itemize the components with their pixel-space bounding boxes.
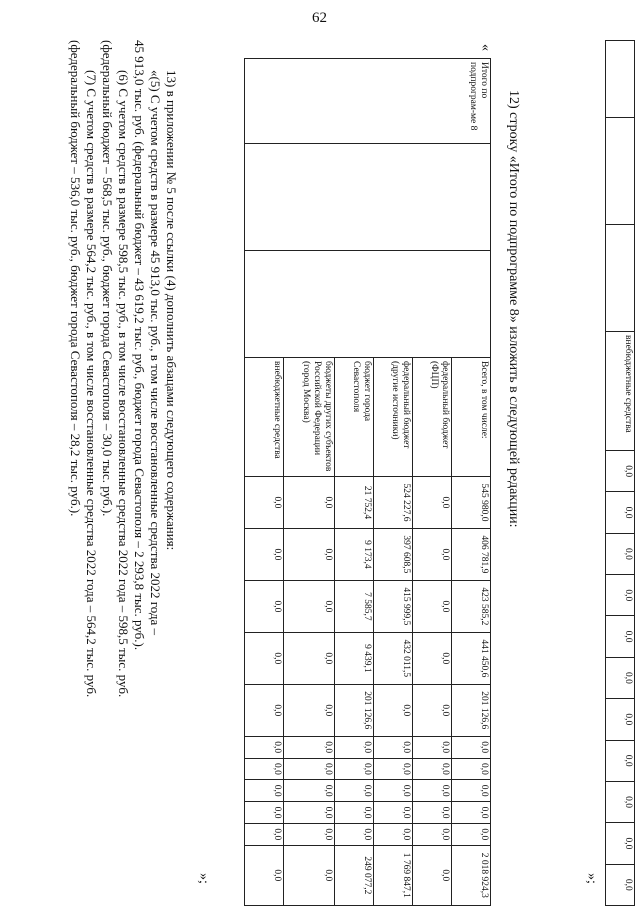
table-cell: 0,0 (284, 736, 335, 758)
table-cell: 0,0 (335, 758, 374, 780)
table-cell: 0,0 (335, 736, 374, 758)
row-label: бюджет города Севастополя (335, 358, 374, 477)
table-cell: 0,0 (284, 580, 335, 632)
paragraph: (федеральный бюджет – 568,5 тыс. руб., бюджет города Севастополя – 30,0 тыс. руб.). (100, 40, 115, 517)
table-cell: 201 126,6 (452, 684, 491, 736)
table-cell: 0,0 (245, 802, 284, 824)
table-cell: 0,0 (413, 684, 452, 736)
table-cell: 524 227,6 (374, 477, 413, 529)
table-cell: 0,0 (606, 740, 635, 781)
table-cell: 406 781,9 (452, 528, 491, 580)
table-cell: 1 769 847,1 (374, 845, 413, 905)
table-cell: 0,0 (413, 802, 452, 824)
table-cell: 0,0 (452, 823, 491, 845)
table-cell: 9 439,1 (335, 632, 374, 684)
table-cell: 0,0 (413, 528, 452, 580)
table-cell: 0,0 (374, 780, 413, 802)
row-label: бюджеты других субъектов Российской Федерации (город Москва) (284, 358, 335, 477)
table-cell: 0,0 (335, 780, 374, 802)
table-row (452, 59, 491, 906)
paragraph: «(5) С учетом средств в размере 45 913,0 тыс. руб., в том числе восстановленные средства 2022 года – (148, 70, 163, 635)
table-cell: 0,0 (413, 780, 452, 802)
table-cell: 0,0 (284, 632, 335, 684)
table-cell: 0,0 (245, 845, 284, 905)
table-cell: 441 450,6 (452, 632, 491, 684)
table-cell: 0,0 (245, 580, 284, 632)
table-cell (606, 225, 635, 332)
table-cell: 0,0 (245, 528, 284, 580)
row-label: внебюджетные средства (245, 358, 284, 477)
table-cell: 0,0 (374, 802, 413, 824)
table-cell: 0,0 (606, 823, 635, 864)
table-cell: 545 980,0 (452, 477, 491, 529)
row-label: федеральный бюджет (ФЦП) (413, 358, 452, 477)
table-cell: 0,0 (452, 758, 491, 780)
paragraph: 13) в приложении № 5 после ссылки (4) дополнить абзацами следующего содержания: (164, 70, 179, 551)
table-row (606, 41, 635, 906)
table-cell: 0,0 (284, 780, 335, 802)
table-cell: 0,0 (606, 451, 635, 492)
table-cell: 0,0 (245, 632, 284, 684)
row-label: внебюджетные средства (606, 332, 635, 451)
title-cell: Итого по подпрограм-ме 8 (245, 59, 491, 144)
table-cell: 0,0 (245, 780, 284, 802)
table-cell: 0,0 (606, 781, 635, 822)
open-quote: « (478, 44, 493, 51)
table-cell: 2 018 924,3 (452, 845, 491, 905)
table-cell: 0,0 (245, 477, 284, 529)
paragraph: (7) С учетом средств в размере 564,2 тыс. руб., в том числе восстановленные средства 2022 года – 564,2 тыс. руб. (84, 70, 99, 698)
table-cell: 0,0 (374, 684, 413, 736)
table-cell: 0,0 (335, 823, 374, 845)
paragraph: (федеральный бюджет – 536,0 тыс. руб., бюджет города Севастополя – 28,2 тыс. руб.). (68, 40, 83, 517)
close-quote: »; (196, 873, 211, 884)
close-quote: »; (584, 873, 599, 884)
table-cell: 0,0 (284, 823, 335, 845)
table-cell: 0,0 (245, 823, 284, 845)
table-cell: 0,0 (284, 684, 335, 736)
table-cell: 0,0 (606, 533, 635, 574)
table-cell: 0,0 (606, 575, 635, 616)
table-cell: 0,0 (606, 616, 635, 657)
item-12-text: 12) строку «Итого по подпрограмме 8» изложить в следующей редакции: (506, 90, 521, 528)
table-cell: 0,0 (245, 758, 284, 780)
table-cell: 0,0 (606, 657, 635, 698)
table-cell: 0,0 (284, 845, 335, 905)
table-cell: 9 173,4 (335, 528, 374, 580)
paragraph: (6) С учетом средств в размере 598,5 тыс. руб., в том числе восстановленные средства 2022 года – 598,5 тыс. руб. (116, 70, 131, 698)
table-cell (245, 144, 491, 251)
table-cell: 0,0 (284, 528, 335, 580)
table-cell: 7 585,7 (335, 580, 374, 632)
page-number: 62 (312, 10, 327, 26)
paragraph: 45 913,0 тыс. руб. (федеральный бюджет – 43 619,2 тыс. руб., бюджет города Севастополя – 2 293,8 тыс. руб.). (132, 40, 147, 651)
table-cell: 21 752,4 (335, 477, 374, 529)
table-cell: 0,0 (413, 845, 452, 905)
row-label: федеральный бюджет (другие источники) (374, 358, 413, 477)
table-cell (606, 41, 635, 118)
table-cell: 0,0 (374, 736, 413, 758)
table-cell: 0,0 (374, 758, 413, 780)
table-cell: 0,0 (284, 758, 335, 780)
table-cell: 0,0 (245, 736, 284, 758)
table-cell: 0,0 (284, 802, 335, 824)
table-cell: 415 999,5 (374, 580, 413, 632)
table-cell: 201 126,6 (335, 684, 374, 736)
row-label: Всего, в том числе: (452, 358, 491, 477)
table-cell: 0,0 (606, 492, 635, 533)
table-cell: 0,0 (413, 580, 452, 632)
table-cell: 0,0 (284, 477, 335, 529)
top-table (605, 40, 635, 906)
table-cell: 0,0 (606, 699, 635, 740)
table-cell: 0,0 (413, 736, 452, 758)
table-cell: 0,0 (606, 864, 635, 905)
table-cell: 0,0 (413, 758, 452, 780)
table-cell: 432 011,5 (374, 632, 413, 684)
table-cell: 0,0 (335, 802, 374, 824)
table-cell (245, 251, 491, 358)
table-cell: 0,0 (413, 632, 452, 684)
table-cell: 249 077,2 (335, 845, 374, 905)
table-cell: 397 608,5 (374, 528, 413, 580)
table-cell: 0,0 (413, 477, 452, 529)
table-cell: 0,0 (374, 823, 413, 845)
table-cell: 423 585,2 (452, 580, 491, 632)
table-cell: 0,0 (452, 736, 491, 758)
table-cell: 0,0 (452, 802, 491, 824)
main-table (244, 58, 491, 906)
table-cell (606, 118, 635, 225)
table-cell: 0,0 (452, 780, 491, 802)
table-cell: 0,0 (245, 684, 284, 736)
table-cell: 0,0 (413, 823, 452, 845)
